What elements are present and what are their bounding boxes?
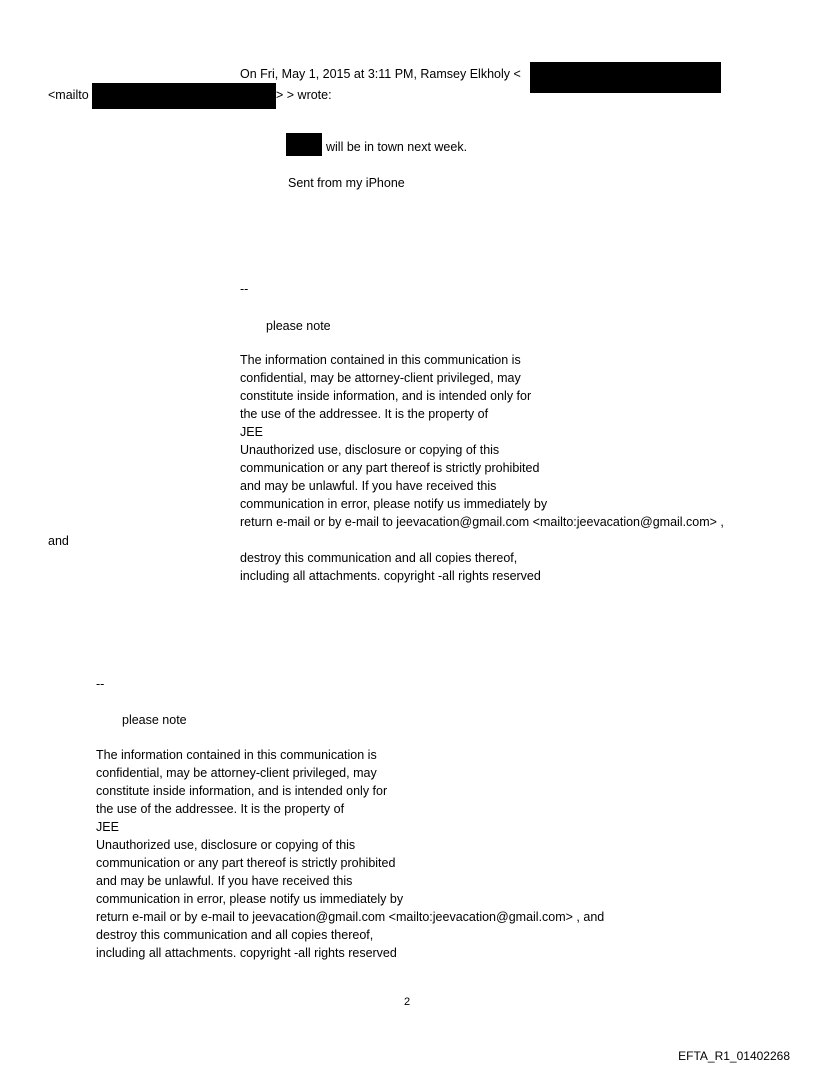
wrote-suffix: > > wrote: [276, 88, 332, 102]
disclaimer-line: Unauthorized use, disclosure or copying of this [240, 443, 500, 457]
disclaimer-line: the use of the addressee. It is the property of [240, 407, 489, 421]
disclaimer-line: communication in error, please notify us immediately by [96, 892, 404, 906]
mailto-prefix: <mailto [48, 88, 89, 102]
disclaimer-line: communication or any part thereof is strictly prohibited [240, 461, 540, 475]
disclaimer-line: confidential, may be attorney-client privileged, may [240, 371, 521, 385]
disclaimer-line: constitute inside information, and is intended only for [240, 389, 532, 403]
disclaimer-heading: please note [122, 713, 187, 727]
disclaimer-line: the use of the addressee. It is the property of [96, 802, 345, 816]
disclaimer-line: including all attachments. copyright -all rights reserved [96, 946, 397, 960]
disclaimer-line: destroy this communication and all copies thereof, [240, 551, 518, 565]
disclaimer-line: including all attachments. copyright -all rights reserved [240, 569, 541, 583]
disclaimer-line: and may be unlawful. If you have received this [240, 479, 497, 493]
disclaimer-line: The information contained in this communication is [96, 748, 377, 762]
redaction-block [92, 83, 276, 109]
bates-id: EFTA_R1_01402268 [678, 1049, 790, 1063]
disclaimer-line: JEE [240, 425, 263, 439]
disclaimer-line: confidential, may be attorney-client privileged, may [96, 766, 377, 780]
message-body: will be in town next week. [326, 140, 468, 154]
redaction-block [530, 62, 721, 93]
disclaimer-line: return e-mail or by e-mail to jeevacation@gmail.com <mailto:jeevacation@gmail.com> , and [96, 910, 605, 924]
message-signature: Sent from my iPhone [288, 176, 405, 190]
disclaimer-line: communication in error, please notify us immediately by [240, 497, 548, 511]
disclaimer-line: The information contained in this communication is [240, 353, 521, 367]
disclaimer-line: constitute inside information, and is intended only for [96, 784, 388, 798]
disclaimer-line: destroy this communication and all copies thereof, [96, 928, 374, 942]
redaction-block [286, 133, 322, 156]
disclaimer-line: and may be unlawful. If you have received this [96, 874, 353, 888]
disclaimer-heading: please note [266, 319, 331, 333]
disclaimer-line: return e-mail or by e-mail to jeevacation@gmail.com <mailto:jeevacation@gmail.com> , [240, 515, 724, 529]
disclaimer-line: JEE [96, 820, 119, 834]
separator: -- [96, 677, 105, 691]
attribution-line: On Fri, May 1, 2015 at 3:11 PM, Ramsey Elkholy < [240, 67, 521, 81]
wrapped-word: and [48, 534, 69, 548]
separator: -- [240, 282, 249, 296]
disclaimer-line: Unauthorized use, disclosure or copying of this [96, 838, 356, 852]
disclaimer-line: communication or any part thereof is strictly prohibited [96, 856, 396, 870]
page-number: 2 [404, 996, 411, 1008]
